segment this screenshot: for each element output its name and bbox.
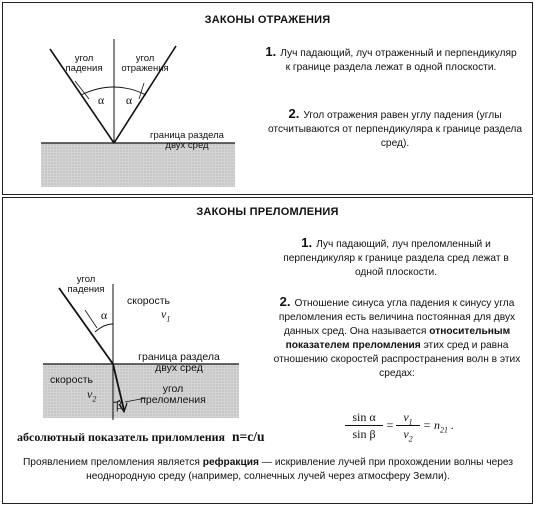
refraction-law-1	[271, 236, 521, 280]
reflection-title: ЗАКОНЫ ОТРАЖЕНИЯ	[204, 14, 331, 26]
refraction-law-1-number: 1.	[301, 235, 313, 250]
reflection-panel	[2, 2, 533, 195]
refraction-law-2	[269, 295, 525, 381]
angle-reflection-label: угол отражения	[121, 53, 169, 74]
speed2-label: скорость	[50, 374, 94, 386]
formula-sin-alpha: sin α	[352, 410, 376, 424]
formula-v2: $v_2$	[403, 427, 413, 444]
alpha-right: α	[125, 93, 133, 107]
formula-sin-beta: sin β	[352, 427, 376, 441]
footer-bold: рефракция	[202, 457, 259, 468]
v1-subscript: 1	[166, 314, 171, 324]
speed1-label: скорость	[127, 295, 171, 307]
alpha-left: α	[97, 93, 105, 107]
reflection-law-1-number: 1.	[265, 44, 277, 59]
formula-bar-right	[396, 425, 420, 426]
footer-text-b: — искривление лучей при прохождении волны через неоднородную среду (например, солнечных лучей через атмосферу Земли).	[86, 457, 514, 482]
formula-bar-left	[345, 425, 383, 426]
reflection-law-1	[265, 45, 517, 75]
absolute-index-formula: n=c/u	[232, 429, 265, 444]
refraction-footer	[15, 456, 521, 484]
footer-text-a: Проявлением преломления является	[22, 457, 200, 468]
refraction-boundary-label: граница раздела двух сред	[138, 351, 220, 374]
formula-v1: $v_1$	[403, 410, 413, 427]
refraction-title: ЗАКОНЫ ПРЕЛОМЛЕНИЯ	[196, 206, 339, 218]
formula-equals-1: =	[386, 418, 394, 432]
refraction-law-2-number: 2.	[279, 294, 291, 309]
angle-incidence-label: угол падения	[65, 53, 103, 74]
refraction-panel	[2, 197, 533, 504]
v1-label	[161, 309, 191, 324]
angle-refraction-label: угол преломления	[140, 383, 206, 406]
refraction-angle-incidence-label: угол падения	[67, 274, 105, 295]
v2-symbol: v	[87, 387, 93, 401]
reflection-law-1-text: Луч падающий, луч отраженный и перпендикуляр к границе раздела лежат в одной плоскости.	[280, 48, 517, 73]
refraction-alpha: α	[100, 308, 108, 322]
absolute-index-text: абсолютный показатель приломления	[17, 430, 226, 444]
v1-symbol: v	[161, 307, 167, 321]
formula-equals-2: =	[423, 418, 431, 432]
incidence-angle-arc	[95, 324, 113, 332]
incidence-pointer-2	[85, 310, 97, 328]
formula-n21: $n_{21}$ .	[434, 418, 454, 435]
refraction-law-2-bold: относительным показателем преломления	[285, 326, 511, 351]
absolute-index-line	[17, 429, 264, 445]
refraction-formula	[345, 410, 475, 444]
reflection-law-2-number: 2.	[288, 106, 300, 121]
beta-label: β	[115, 398, 123, 412]
refraction-law-1-text: Луч падающий, луч преломленный и перпендикуляр к границе раздела сред лежат в одной плоскости.	[283, 239, 509, 278]
refraction-law-2-text-b: этих сред и равна отношению скоростей распространения волн в этих средах:	[273, 340, 521, 379]
v2-subscript: 2	[92, 394, 97, 404]
reflection-boundary-label: граница раздела двух сред	[150, 130, 224, 151]
refraction-law-2-text-a: Отношение синуса угла падения к синусу угла преломления есть величина постоянная для двух данных сред. Она называется	[278, 298, 516, 337]
reflection-law-2	[265, 107, 525, 151]
reflection-law-2-text: Угол отражения равен углу падения (углы отсчитываются от перпендикуляра к границе раздела сред).	[267, 110, 523, 149]
